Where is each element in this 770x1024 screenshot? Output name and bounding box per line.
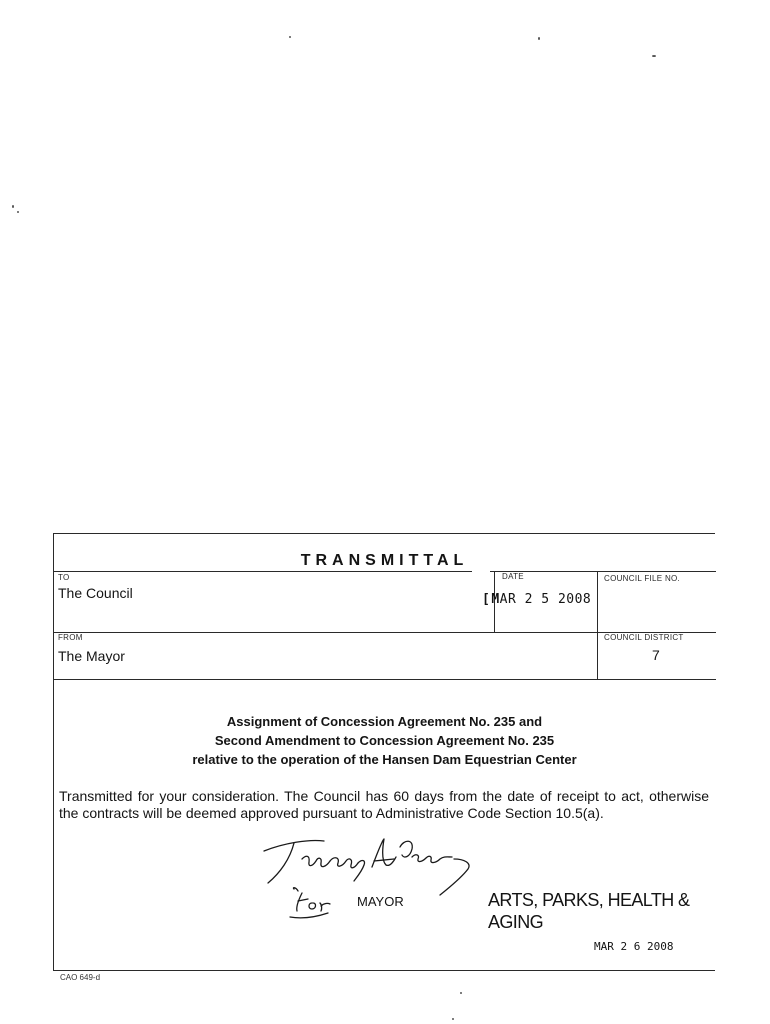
subject-heading xyxy=(54,712,715,769)
subject-line-1: Assignment of Concession Agreement No. 235 and xyxy=(226,714,543,729)
from-value: The Mayor xyxy=(58,648,125,664)
received-stamp-department: ARTS, PARKS, HEALTH & AGING xyxy=(488,888,690,932)
row-divider-from-body xyxy=(54,679,716,680)
scan-speck xyxy=(289,36,291,38)
heading-rule xyxy=(54,571,472,572)
scan-speck xyxy=(652,55,656,57)
date-value-first: M xyxy=(491,592,500,607)
date-value: [MAR 2 5 2008 xyxy=(482,592,592,607)
scan-speck xyxy=(17,211,19,213)
mayor-title: MAYOR xyxy=(357,894,404,909)
date-label: DATE xyxy=(502,572,524,581)
date-value-rest: AR 2 5 2008 xyxy=(499,592,592,607)
council-district-value: 7 xyxy=(652,647,660,663)
to-value: The Council xyxy=(58,585,133,601)
to-label: TO xyxy=(58,573,70,582)
council-file-label: COUNCIL FILE NO. xyxy=(604,574,681,583)
council-column-divider xyxy=(597,571,598,680)
form-heading: TRANSMITTAL xyxy=(300,552,469,569)
from-label: FROM xyxy=(58,633,83,642)
subject-line-2: Second Amendment to Concession Agreement No. 235 xyxy=(214,733,555,748)
scan-speck xyxy=(12,205,14,208)
scan-speck xyxy=(460,992,462,994)
body-text: Transmitted for your consideration. The Council has 60 days from the date of receipt to act, otherwise the contracts will be deemed approved pursuant to Administrative Code Section 10.5(a). xyxy=(59,788,709,821)
council-district-label: COUNCIL DISTRICT xyxy=(604,633,684,642)
scan-speck xyxy=(452,1018,454,1020)
received-stamp-date: MAR 2 6 2008 xyxy=(594,940,674,953)
form-number: CAO 649-d xyxy=(60,973,101,982)
mayor-signature xyxy=(254,829,494,929)
subject-line-3: relative to the operation of the Hansen Dam Equestrian Center xyxy=(192,752,577,767)
transmittal-form xyxy=(53,533,715,971)
scan-speck xyxy=(538,37,540,40)
